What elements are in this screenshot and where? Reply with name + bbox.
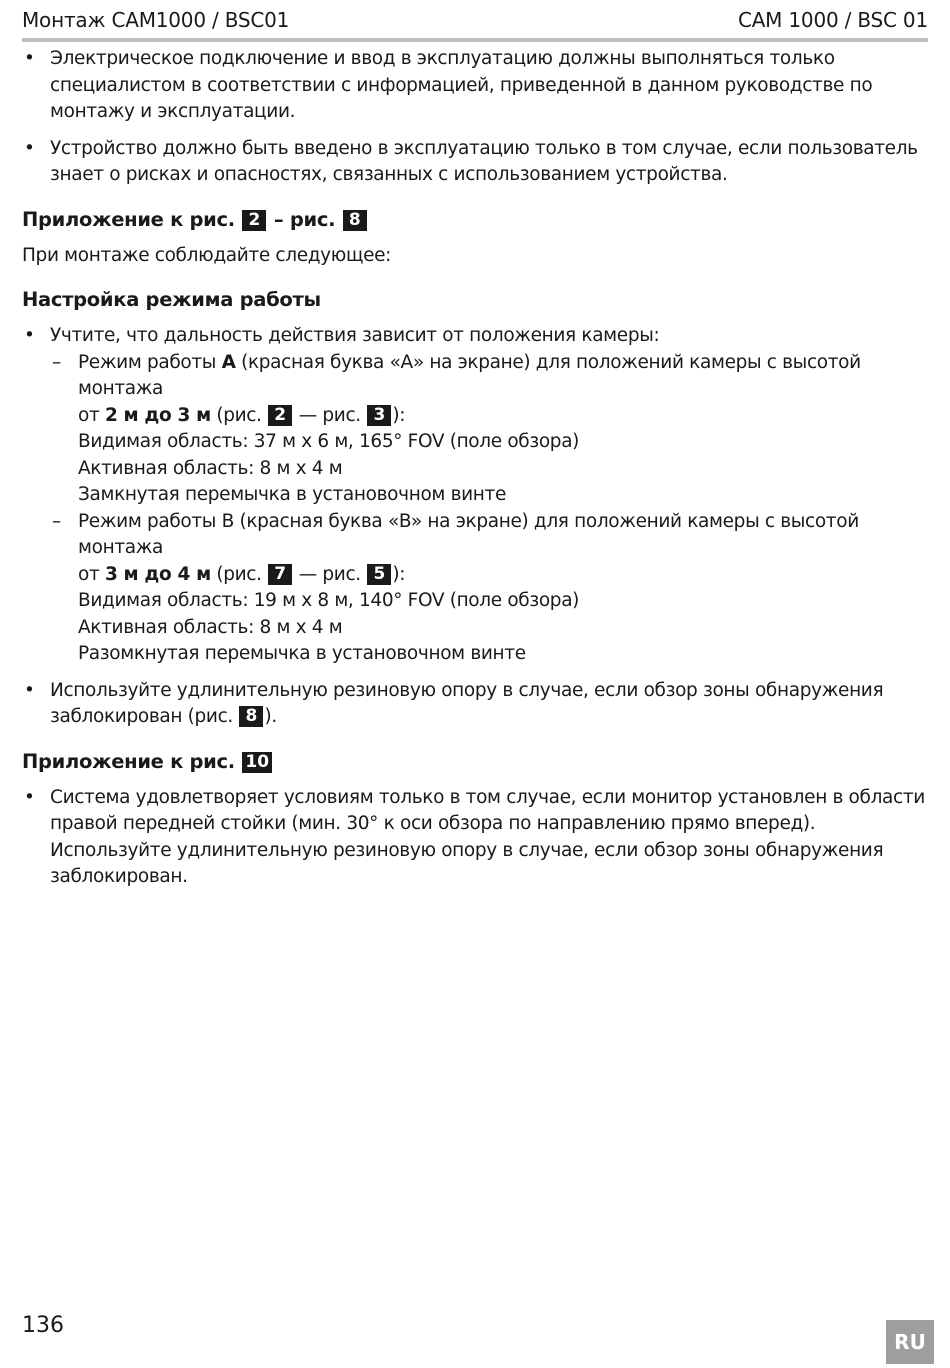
text-span: — рис.	[293, 404, 367, 426]
heading-text: Приложение к рис.	[22, 207, 235, 231]
mode-b-item	[50, 509, 927, 668]
mode-a-title-line	[78, 350, 927, 403]
section-heading-operating-mode: Настройка режима работы	[22, 288, 321, 311]
intro-bullet-list	[22, 46, 927, 189]
list-item	[22, 678, 927, 731]
header-left-title: Монтаж CAM1000 / BSC01	[22, 8, 290, 32]
text-span: (красная буква «A» на экране) для положений камеры с высотой монтажа	[78, 351, 861, 399]
height-range: 2 м до 3 м	[104, 404, 211, 426]
page-content	[22, 46, 927, 901]
mode-b-title-line: – Режим работы B (красная буква «B» на экране) для положений камеры с высотой монтажа	[78, 510, 859, 558]
bullet-text-end: ).	[264, 706, 277, 727]
text-span: Режим работы	[78, 351, 222, 373]
text-span: (рис.	[210, 563, 268, 585]
paragraph: При монтаже соблюдайте следующее:	[22, 244, 392, 266]
mode-sublist	[50, 350, 927, 668]
bullet-text: Используйте удлинительную резиновую опору в случае, если обзор зоны обнаружения заблокирован (рис.	[50, 679, 884, 727]
text-span: ):	[392, 404, 406, 426]
list-item	[22, 323, 927, 668]
bullet-text: Учтите, что дальность действия зависит от положения камеры:	[50, 325, 660, 346]
section-heading-fig-10	[22, 749, 927, 775]
figure-badge: 2	[268, 405, 292, 426]
mode-letter: A	[221, 351, 236, 373]
text-span: от	[78, 563, 105, 585]
height-range: 3 м до 4 м	[104, 563, 211, 585]
figure-badge: 5	[367, 564, 391, 585]
page-number: 136	[22, 1313, 64, 1338]
text-span: — рис.	[293, 563, 367, 585]
mode-a-item	[50, 350, 927, 509]
text-span: от	[78, 404, 105, 426]
active-area-line: Активная область: 8 м x 4 м	[78, 616, 343, 638]
jumper-line: Разомкнутая перемычка в установочном винте	[78, 643, 526, 664]
jumper-line: Замкнутая перемычка в установочном винте	[78, 484, 506, 505]
figure-badge: 7	[268, 564, 292, 585]
figure-badge: 10	[242, 752, 272, 773]
page-header	[22, 6, 928, 42]
visible-area-line: Видимая область: 37 м x 6 м, 165° FOV (поле обзора)	[78, 431, 580, 452]
mode-b-range-line	[78, 562, 927, 589]
list-item: • Система удовлетворяет условиям только в том случае, если монитор установлен в области правой передней стойки (мин. 30° к оси обзора по направлению прямо вперед). Используйте удлинительную резиновую опору в случае, если обзор зоны обнаружения заблокирован.	[22, 785, 927, 891]
text-span: ):	[392, 563, 406, 585]
figure-badge: 8	[343, 210, 367, 231]
active-area-line: Активная область: 8 м x 4 м	[78, 457, 343, 479]
mode-a-range-line	[78, 403, 927, 430]
list-item: • Электрическое подключение и ввод в эксплуатацию должны выполняться только специалистом в соответствии с информацией, приведенной в данном руководстве по монтажу и эксплуатации.	[22, 46, 927, 126]
operating-mode-list	[22, 323, 927, 731]
list-item: • Устройство должно быть введено в эксплуатацию только в том случае, если пользователь знает о рисках и опасностях, связанных с использованием устройства.	[22, 136, 927, 189]
visible-area-line: Видимая область: 19 м x 8 м, 140° FOV (поле обзора)	[78, 590, 580, 611]
text-span: (рис.	[210, 404, 268, 426]
figure-badge: 2	[242, 210, 266, 231]
language-badge: RU	[886, 1320, 934, 1364]
header-right-title: CAM 1000 / BSC 01	[737, 8, 928, 32]
fig-10-list	[22, 785, 927, 891]
figure-badge: 8	[239, 706, 263, 727]
figure-badge: 3	[367, 405, 391, 426]
heading-text: – рис.	[273, 207, 336, 231]
section-heading-figs-2-8	[22, 207, 927, 233]
heading-text: Приложение к рис.	[22, 749, 235, 773]
